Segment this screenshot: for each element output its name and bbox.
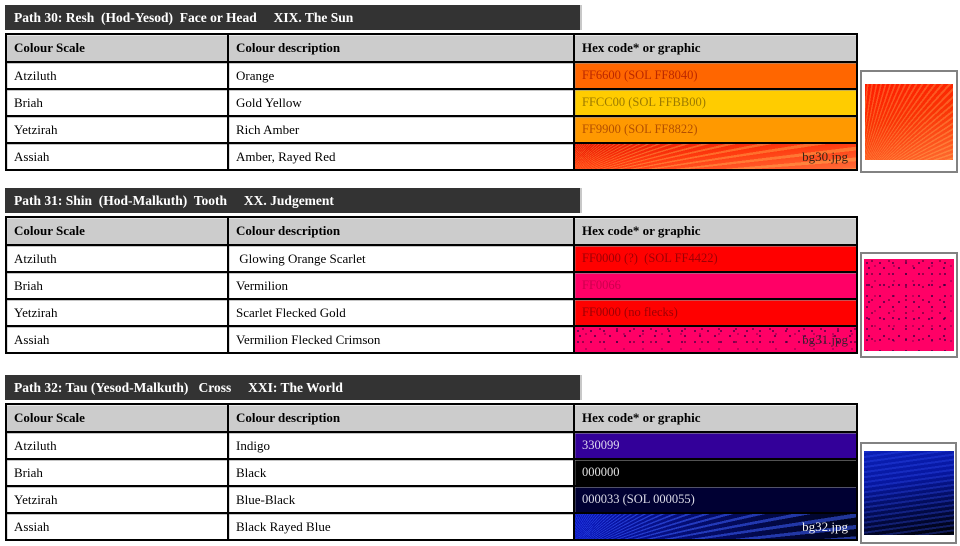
column-header-colour-description: Colour description [229,35,573,61]
cell-graphic-rayed-red [575,144,856,169]
cell-hex-swatch: FF0000 (?) (SOL FF4422) [575,246,856,271]
flecked-vermilion-image [864,259,954,351]
cell-graphic-black-rayed-blue [575,514,856,539]
column-header-colour-scale: Colour Scale [7,35,227,61]
cell-hex-swatch: FF0066 [575,273,856,298]
thumbnail-bg32-black-rayed-blue [860,442,957,544]
path-32-title-bar: Path 32: Tau (Yesod-Malkuth) Cross XXI: The World [5,375,582,400]
thumbnail-bg31-flecked-vermilion [860,252,958,358]
cell-hex-swatch: FF6600 (SOL FF8040) [575,63,856,88]
cell-scale-yetzirah: Yetzirah [7,117,227,142]
cell-description: Gold Yellow [229,90,573,115]
graphic-filename: bg30.jpg [802,148,848,164]
column-header-hex-code: Hex code* or graphic [575,405,856,431]
cell-hex-swatch: 000033 (SOL 000055) [575,487,856,512]
cell-hex-swatch: FF0000 (no flecks) [575,300,856,325]
rayed-red-image [865,84,953,160]
cell-hex-swatch: 330099 [575,433,856,458]
cell-description: Orange [229,63,573,88]
cell-scale-assiah: Assiah [7,327,227,352]
cell-description: Scarlet Flecked Gold [229,300,573,325]
path-32-colour-table [5,403,858,541]
cell-description: Black [229,460,573,485]
cell-hex-swatch: FF9900 (SOL FF8822) [575,117,856,142]
column-header-colour-scale: Colour Scale [7,218,227,244]
path-31-colour-table [5,216,858,354]
cell-scale-yetzirah: Yetzirah [7,300,227,325]
graphic-filename: bg32.jpg [802,518,848,534]
column-header-hex-code: Hex code* or graphic [575,35,856,61]
path-30-title-bar: Path 30: Resh (Hod-Yesod) Face or Head XIX. The Sun [5,5,582,30]
cell-description: Amber, Rayed Red [229,144,573,169]
graphic-filename: bg31.jpg [802,331,848,347]
cell-scale-atziluth: Atziluth [7,433,227,458]
column-header-colour-description: Colour description [229,218,573,244]
column-header-colour-description: Colour description [229,405,573,431]
cell-hex-swatch: 000000 [575,460,856,485]
cell-scale-yetzirah: Yetzirah [7,487,227,512]
column-header-hex-code: Hex code* or graphic [575,218,856,244]
cell-description: Indigo [229,433,573,458]
cell-scale-atziluth: Atziluth [7,246,227,271]
cell-description: Black Rayed Blue [229,514,573,539]
cell-scale-assiah: Assiah [7,514,227,539]
cell-scale-briah: Briah [7,90,227,115]
cell-hex-swatch: FFCC00 (SOL FFBB00) [575,90,856,115]
cell-scale-briah: Briah [7,460,227,485]
column-header-colour-scale: Colour Scale [7,405,227,431]
path-30-colour-table [5,33,858,171]
cell-description: Vermilion Flecked Crimson [229,327,573,352]
path-31-title-bar: Path 31: Shin (Hod-Malkuth) Tooth XX. Judgement [5,188,582,213]
black-rayed-blue-image [864,451,954,535]
cell-description: Blue-Black [229,487,573,512]
cell-description: Glowing Orange Scarlet [229,246,573,271]
thumbnail-bg30-rayed-red [860,70,958,173]
cell-description: Vermilion [229,273,573,298]
cell-scale-atziluth: Atziluth [7,63,227,88]
cell-scale-assiah: Assiah [7,144,227,169]
cell-description: Rich Amber [229,117,573,142]
cell-scale-briah: Briah [7,273,227,298]
cell-graphic-flecked-vermilion [575,327,856,352]
